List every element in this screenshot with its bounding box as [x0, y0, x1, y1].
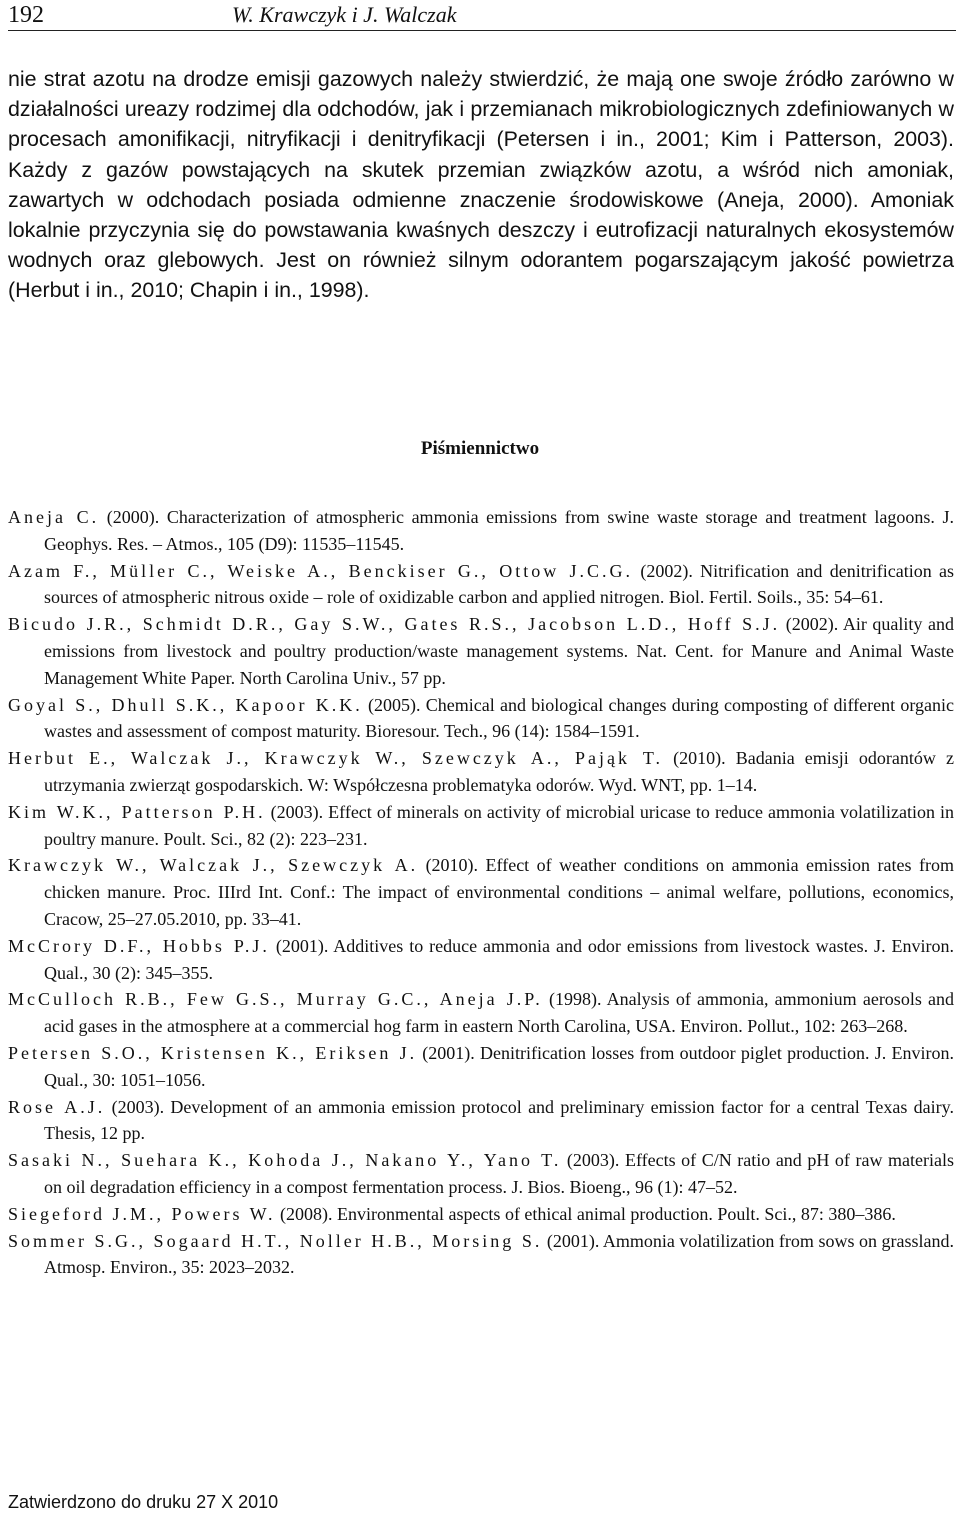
reference-item: [8, 986, 954, 1040]
reference-details: (2000). Characterization of atmospheric ammonia emissions from swine waste storage and treatment lagoons. J. Geophys. Res. – Atmos., 105 (D9): 11535–11545.: [44, 507, 955, 554]
reference-details: (2003). Effects of C/N ratio and pH of raw materials on oil degradation efficiency in a compost fermentation process. J. Bios. Bioeng., 96 (1): 47–52.: [44, 1150, 954, 1197]
references-list: [8, 504, 954, 1281]
reference-details: (2001). Additives to reduce ammonia and odor emissions from livestock wastes. J. Environ. Qual., 30 (2): 345–355.: [44, 935, 954, 983]
references-heading: Piśmiennictwo: [420, 438, 540, 459]
reference-authors: Azam F., Müller C., Weiske A., Benckiser G., Ottow J.C.G.: [8, 560, 634, 581]
reference-item: [8, 933, 954, 987]
reference-item: [8, 504, 954, 558]
approval-note: Zatwierdzono do druku 27 X 2010: [8, 1492, 279, 1512]
reference-details: (2002). Air quality and emissions from livestock and poultry production/waste management systems. Nat. Cent. for Manure and Animal Waste Management White Paper. North Carolina Univ., 57 pp.: [44, 614, 954, 688]
header-rule: [8, 30, 956, 31]
reference-authors: Kim W.K., Patterson P.H.: [8, 801, 266, 822]
reference-item: [8, 692, 954, 746]
reference-authors: Krawczyk W., Walczak J., Szewczyk A.: [8, 855, 419, 876]
reference-item: [8, 745, 954, 799]
reference-authors: Aneja C.: [8, 507, 100, 527]
page-number: 192: [8, 2, 44, 28]
reference-authors: Goyal S., Dhull S.K., Kapoor K.K.: [8, 694, 363, 715]
reference-item: [8, 852, 954, 932]
reference-authors: Sommer S.G., Sogaard H.T., Noller H.B., Morsing S.: [8, 1230, 543, 1251]
reference-details: (2003). Development of an ammonia emission protocol and preliminary emission factor for a central Texas dairy. Thesis, 12 pp.: [44, 1096, 954, 1144]
page-header: [8, 0, 956, 32]
reference-authors: Petersen S.O., Kristensen K., Eriksen J.: [8, 1042, 418, 1063]
reference-item: [8, 1147, 954, 1201]
reference-authors: Sasaki N., Suehara K., Kohoda J., Nakano Y., Yano T.: [8, 1150, 562, 1171]
reference-details: (2008). Environmental aspects of ethical animal production. Poult. Sci., 87: 380–386.: [275, 1203, 896, 1224]
reference-item: [8, 1094, 954, 1148]
reference-details: (2010). Effect of weather conditions on ammonia emission rates from chicken manure. Proc. IIIrd Int. Conf.: The impact of environmental conditions – animal welfare, pollutions, economics, Cracow, 25–27.05.2010, pp. 33–41.: [44, 855, 954, 929]
reference-authors: Siegeford J.M., Powers W.: [8, 1203, 276, 1224]
reference-authors: McCulloch R.B., Few G.S., Murray G.C., Aneja J.P.: [8, 989, 543, 1010]
reference-item: [8, 1040, 954, 1094]
reference-item: [8, 611, 954, 691]
reference-details: (2003). Effect of minerals on activity of microbial uricase to reduce ammonia volatilization in poultry manure. Poult. Sci., 82 (2): 223–231.: [44, 801, 954, 849]
body-paragraph: nie strat azotu na drodze emisji gazowych należy stwierdzić, że mają one swoje źródło zarówno w działalności ureazy rodzimej dla odchodów, jak i przemianach mikrobiologicznych zdefiniowanych w procesach amonifikacji, nitryfikacji i denitryfikacji (Petersen i in., 2001; Kim i Patterson, 2003). Każdy z gazów powstających na skutek przemian związków azotu, a wśród nich amoniak, zawartych w odchodach posiada odmienne znaczenie środowiskowe (Aneja, 2000). Amoniak lokalnie przyczynia się do powstawania kwaśnych deszczy i eutrofizacji naturalnych ekosystemów wodnych oraz glebowych. Jest on również silnym odorantem pogarszającym jakość powietrza (Herbut i in., 2010; Chapin i in., 1998).: [8, 67, 954, 303]
reference-item: [8, 1228, 954, 1282]
reference-item: [8, 799, 954, 853]
reference-details: (2001). Denitrification losses from outdoor piglet production. J. Environ. Qual., 30: 1051–1056.: [44, 1042, 954, 1090]
reference-details: (2002). Nitrification and denitrification as sources of atmospheric nitrous oxide – role of oxidizable carbon and applied nitrogen. Biol. Fertil. Soils., 35: 54–61.: [44, 560, 955, 608]
reference-details: (2005). Chemical and biological changes during composting of different organic wastes and assessment of compost maturity. Bioresour. Tech., 96 (14): 1584–1591.: [44, 694, 954, 742]
reference-authors: Rose A.J.: [8, 1096, 106, 1117]
reference-details: (2001). Ammonia volatilization from sows on grassland. Atmosp. Environ., 35: 2023–2032.: [44, 1230, 954, 1278]
running-head: W. Krawczyk i J. Walczak: [232, 2, 457, 27]
reference-authors: Bicudo J.R., Schmidt D.R., Gay S.W., Gates R.S., Jacobson L.D., Hoff S.J.: [8, 614, 781, 635]
reference-details: (2010). Badania emisji odorantów z utrzymania zwierząt gospodarskich. W: Współczesna problematyka odorów. Wyd. WNT, pp. 1–14.: [44, 748, 954, 795]
reference-details: (1998). Analysis of ammonia, ammonium aerosols and acid gases in the atmosphere at a commercial hog farm in eastern North Carolina, USA. Environ. Pollut., 102: 263–268.: [44, 989, 954, 1037]
reference-authors: Herbut E., Walczak J., Krawczyk W., Szewczyk A., Pająk T.: [8, 748, 663, 769]
reference-authors: McCrory D.F., Hobbs P.J.: [8, 935, 270, 956]
reference-item: [8, 1201, 954, 1228]
reference-item: [8, 558, 954, 612]
